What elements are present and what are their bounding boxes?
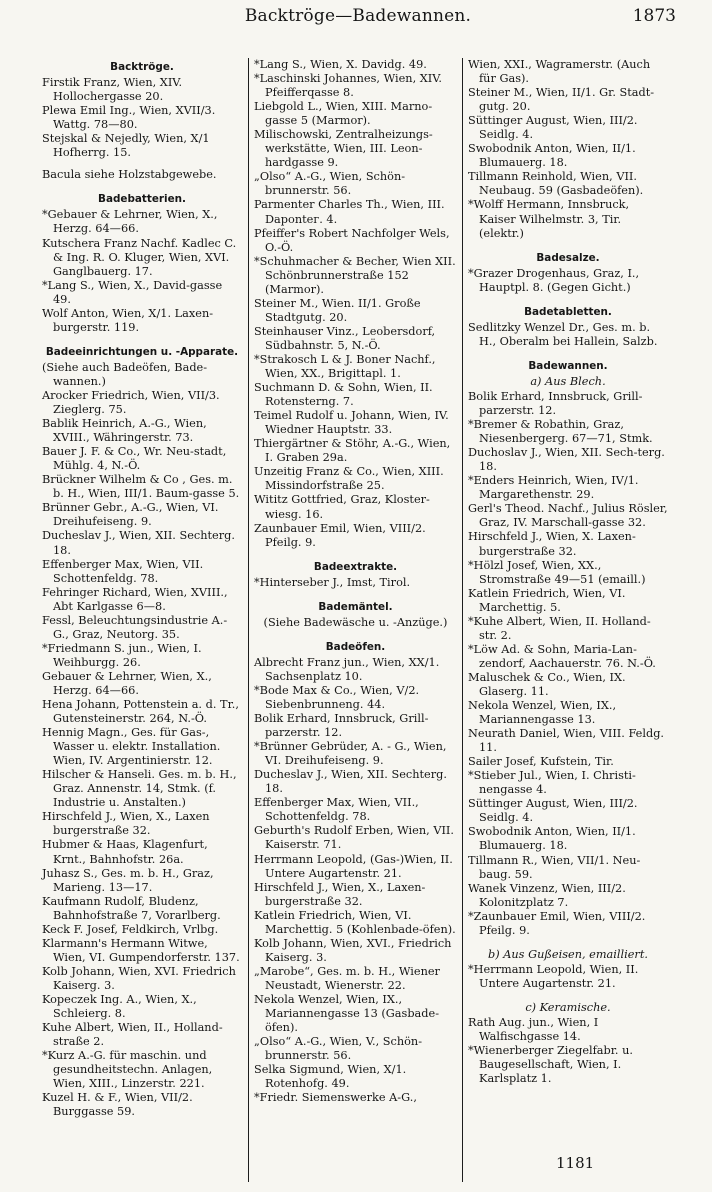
directory-entry: Kolb Johann, Wien, XVI., Friedrich Kaiserg. 3.: [254, 936, 452, 964]
directory-entry: Wien, XXI., Wagramerstr. (Auch für Gas).: [468, 58, 651, 86]
directory-entry: Hilscher & Hanseli. Ges. m. b. H., Graz. Annenstr. 14, Stmk. (f. Industrie u. Anstalten.): [42, 768, 237, 810]
directory-entry: Kuzel H. & F., Wien, VII/2. Burggasse 59.: [42, 1091, 193, 1119]
directory-entry: Liebgold L., Wien, XIII. Marno-gasse 5 (Marmor).: [254, 100, 433, 128]
directory-entry: Duchoslav J., Wien, XII. Sech-terg. 18.: [468, 446, 665, 474]
directory-entry: Bolik Erhard, Innsbruck, Grill-parzerstr. 12.: [254, 712, 429, 740]
directory-entry: Hennig Magn., Ges. für Gas-, Wasser u. elektr. Installation. Wien, IV. Argentinierstr. 12.: [42, 726, 221, 768]
directory-entry: Hirschfeld J., Wien, X., Laxen burgerstraße 32.: [42, 810, 210, 838]
directory-entry: Nekola Wenzel, Wien, IX., Mariannengasse 13 (Gasbade-öfen).: [254, 993, 440, 1035]
spacer: [254, 630, 457, 638]
section-heading: Backtröge.: [110, 61, 174, 73]
directory-entry: Pfeiffer's Robert Nachfolger Wels, O.-Ö.: [254, 226, 450, 254]
directory-entry: *Wolff Hermann, Innsbruck, Kaiser Wilhelmstr. 3, Tir. (elektr.): [468, 198, 630, 240]
directory-entry: *Friedmann S. jun., Wien, I. Weihburgg. 26.: [42, 641, 202, 669]
spacer: [468, 938, 668, 946]
directory-entry: *Lang S., Wien, X. Davidg. 49.: [254, 58, 427, 71]
page-number: 1873: [632, 6, 676, 26]
spacer: [468, 295, 668, 303]
section-heading: Badeeinrichtungen u. -Apparate.: [45, 345, 239, 358]
column-3: [468, 58, 668, 1086]
directory-entry: *Friedr. Siemenswerke A-G.,: [254, 1091, 417, 1105]
directory-entry: Katlein Friedrich, Wien, VI. Marchettig. 5 (Kohlenbade-öfen).: [254, 908, 456, 936]
directory-entry: Bolik Erhard, Innsbruck, Grill-parzerstr. 12.: [468, 389, 643, 418]
directory-entry: Steiner M., Wien, II/1. Gr. Stadt-gutg. 20.: [468, 86, 655, 114]
directory-entry: Hirschfeld J., Wien, X., Laxen-burgerstraße 32.: [254, 880, 426, 908]
section-heading: Badewannen.: [528, 359, 608, 372]
directory-entry: *Stieber Jul., Wien, I. Christi-nengasse 4.: [468, 769, 636, 797]
directory-entry: Effenberger Max, Wien, VII., Schottenfeldg. 78.: [254, 796, 419, 824]
directory-entry: Suchmann D. & Sohn, Wien, II. Rotensterng. 7.: [254, 381, 433, 409]
directory-entry: Nekola Wenzel, Wien, IX., Mariannengasse 13.: [468, 699, 617, 727]
directory-entry: Geburth's Rudolf Erben, Wien, VII. Kaiserstr. 71.: [254, 824, 454, 852]
section-heading: Badesalze.: [536, 251, 600, 264]
section-heading: Badetabletten.: [524, 305, 612, 318]
directory-entry: Gebauer & Lehrner, Wien, X., Herzg. 64—66.: [42, 669, 212, 697]
directory-entry: „Olso“ A.-G., Wien, V., Schön-brunnerstr. 56.: [254, 1035, 423, 1063]
directory-entry: Zaunbauer Emil, Wien, VIII/2. Pfeilg. 9.: [254, 521, 426, 549]
directory-entry: „Olso“ A.-G., Wien, Schön-brunnerstr. 56.: [254, 170, 406, 198]
column-divider: [248, 58, 249, 1182]
section-heading: Badebatterien.: [98, 193, 186, 206]
directory-entry: Neurath Daniel, Wien, VIII. Feldg. 11.: [468, 727, 665, 755]
directory-entry: *Brünner Gebrüder, A. - G., Wien, VI. Dreihufeiseng. 9.: [254, 740, 447, 768]
directory-entry: Swobodnik Anton, Wien, II/1. Blumauerg. 18.: [468, 142, 636, 170]
directory-entry: Wititz Gottfried, Graz, Kloster-wiesg. 16.: [254, 493, 430, 521]
directory-entry: *Bremer & Robathin, Graz, Niesenbergerg. 67—71, Stmk.: [468, 418, 653, 446]
directory-entry: Sailer Josef, Kufstein, Tir.: [468, 755, 614, 769]
directory-entry: Hena Johann, Pottenstein a. d. Tr., Gutensteinerstr. 264, N.-Ö.: [42, 698, 239, 726]
directory-entry: Wolf Anton, Wien, X/1. Laxen-burgerstr. 119.: [42, 306, 214, 334]
directory-entry: Keck F. Josef, Feldkirch, Vrlbg.: [42, 922, 219, 936]
directory-entry: Bacula siehe Holzstabgewebe.: [42, 168, 217, 182]
directory-entry: Ducheslav J., Wien, XII. Sechterg. 18.: [254, 768, 447, 796]
directory-entry: Tillmann Reinhold, Wien, VII. Neubaug. 59 (Gasbadeöfen).: [468, 170, 644, 198]
spacer: [468, 241, 668, 249]
directory-entry: *Schuhmacher & Becher, Wien XII. Schönbrunnerstraße 152 (Marmor).: [254, 254, 456, 296]
directory-entry: *Zaunbauer Emil, Wien, VIII/2. Pfeilg. 9.: [468, 909, 646, 937]
spacer: [42, 160, 242, 168]
directory-entry: (Siehe auch Badeöfen, Bade-wannen.): [42, 360, 208, 388]
directory-entry: Brünner Gebr., A.-G., Wien, VI. Dreihufeiseng. 9.: [42, 501, 219, 529]
spacer: [468, 991, 668, 999]
directory-entry: Steiner M., Wien. II/1. Große Stadtgutg. 20.: [254, 296, 421, 324]
directory-entry: Plewa Emil Ing., Wien, XVII/3. Wattg. 78—80.: [42, 104, 216, 132]
column-divider: [462, 58, 463, 1182]
directory-entry: Bauer J. F. & Co., Wr. Neu-stadt, Mühlg. 4, N.-Ö.: [42, 445, 227, 473]
directory-entry: Effenberger Max, Wien, VII. Schottenfeldg. 78.: [42, 557, 204, 585]
directory-entry: Herrmann Leopold, (Gas-)Wien, II. Untere Augartenstr. 21.: [254, 852, 453, 880]
section-heading: Badeöfen.: [325, 640, 386, 653]
directory-entry: Swobodnik Anton, Wien, II/1. Blumauerg. 18.: [468, 825, 636, 853]
directory-entry: Ducheslav J., Wien, XII. Sechterg. 18.: [42, 529, 235, 557]
directory-entry: Hirschfeld J., Wien, X. Laxen-burgerstraße 32.: [468, 530, 636, 558]
subsection-heading: a) Aus Blech.: [530, 374, 606, 388]
directory-entry: Katlein Friedrich, Wien, VI. Marchettig. 5.: [468, 586, 626, 614]
directory-entry: Unzeitig Franz & Co., Wien, XIII. Missindorfstraße 25.: [254, 465, 444, 493]
directory-entry: Juhasz S., Ges. m. b. H., Graz, Marieng. 13—17.: [42, 866, 214, 894]
directory-entry: *Lang S., Wien, X., David-gasse 49.: [42, 278, 223, 306]
directory-entry: Tillmann R., Wien, VII/1. Neu-baug. 59.: [468, 853, 641, 881]
spacer: [254, 550, 457, 558]
directory-entry: Fehringer Richard, Wien, XVIII., Abt Karlgasse 6—8.: [42, 585, 228, 613]
directory-entry: *Laschinski Johannes, Wien, XIV. Pfeifferqasse 8.: [254, 72, 443, 100]
subsection-heading: c) Keramische.: [525, 1000, 611, 1014]
directory-entry: Albrecht Franz jun., Wien, XX/1. Sachsenplatz 10.: [254, 655, 440, 683]
directory-entry: *Gebauer & Lehrner, Wien, X., Herzg. 64—66.: [42, 208, 218, 236]
section-heading: Badeextrakte.: [313, 560, 398, 573]
directory-entry: *Strakosch L & J. Boner Nachf., Wien, XX., Brigittapl. 1.: [254, 352, 436, 381]
directory-entry: Parmenter Charles Th., Wien, III. Dapontег. 4.: [254, 198, 445, 226]
directory-entry: Teimel Rudolf u. Johann, Wien, IV. Wiedner Hauptstr. 33.: [254, 409, 449, 437]
directory-entry: Bablik Heinrich, A.-G., Wien, XVIII., Währingerstr. 73.: [42, 417, 207, 445]
directory-entry: *Kurz A.-G. für maschin. und gesundheitstechn. Anlagen, Wien, XIII., Linzerstr. 221.: [42, 1049, 213, 1091]
section-note: (Siehe Badewäsche u. -Anzüge.): [263, 615, 448, 629]
directory-entry: Firstik Franz, Wien, XIV. Hollochergasse 20.: [42, 76, 183, 104]
directory-entry: Stejskal & Nejedly, Wien, X/1 Hofherrg. 15.: [42, 132, 210, 160]
directory-entry: *Herrmann Leopold, Wien, II. Untere Augartenstr. 21.: [468, 962, 639, 990]
subsection-heading: b) Aus Gußeisen, emailliert.: [488, 947, 648, 961]
column-1: [42, 58, 242, 1119]
section-heading: Bademäntel.: [318, 600, 393, 613]
directory-entry: *Löw Ad. & Sohn, Maria-Lan-zendorf, Aachauerstr. 76. N.-Ö.: [468, 642, 656, 670]
directory-entry: Steinhauser Vinz., Leobersdorf, Südbahnstr. 5, N.-Ö.: [254, 324, 436, 352]
directory-entry: Kopeczek Ing. A., Wien, X., Schleierg. 8.: [42, 993, 197, 1021]
directory-entry: Süttinger August, Wien, III/2. Seidlg. 4.: [468, 797, 638, 825]
directory-entry: *Kuhe Albert, Wien, II. Holland-str. 2.: [468, 614, 651, 642]
directory-entry: Brückner Wilhelm & Co , Ges. m. b. H., Wien, III/1. Baum-gasse 5.: [42, 473, 240, 501]
directory-entry: Wanek Vinzenz, Wien, III/2. Kolonitzplatz 7.: [468, 881, 626, 909]
directory-entry: Fessl, Beleuchtungsindustrie A.-G., Graz, Neutorg. 35.: [42, 613, 228, 641]
directory-entry: Selka Sigmund, Wien, X/1. Rotenhofg. 49.: [254, 1063, 407, 1091]
directory-entry: Kutschera Franz Nachf. Kadlec C. & Ing. R. O. Kluger, Wien, XVI. Ganglbauerg. 17.: [42, 236, 237, 278]
directory-entry: Kaufmann Rudolf, Bludenz, Bahnhofstraße 7, Vorarlberg.: [42, 894, 221, 922]
directory-entry: Sedlitzky Wenzel Dr., Ges. m. b. H., Oberalm bei Hallein, Salzb.: [468, 320, 658, 348]
footer-number: 1181: [556, 1154, 595, 1172]
directory-entry: Kuhe Albert, Wien, II., Holland-straße 2.: [42, 1021, 223, 1049]
directory-entry: Thiergärtner & Stöhr, A.-G., Wien, I. Graben 29a.: [254, 437, 451, 465]
directory-entry: *Wienerberger Ziegelfabr. u. Baugesellschaft, Wien, I. Karlsplatz 1.: [468, 1044, 633, 1086]
spacer: [254, 590, 457, 598]
page-title: Backtröge—Badewannen.: [244, 6, 472, 26]
column-2: [254, 58, 457, 1105]
directory-entry: „Marobe“, Ges. m. b. H., Wiener Neustadt, Wienerstr. 22.: [254, 964, 440, 992]
spacer: [42, 335, 242, 343]
directory-entry: Rath Aug. jun., Wien, I Walfischgasse 14.: [468, 1016, 599, 1044]
page-header: [40, 6, 676, 32]
directory-entry: Milischowski, Zentralheizungs-werkstätte, Wien, III. Leon-hardgasse 9.: [254, 128, 433, 170]
directory-entry: *Hölzl Josef, Wien, XX., Stromstraße 49—51 (emaill.): [468, 558, 646, 586]
directory-entry: Kolb Johann, Wien, XVI. Friedrich Kaiserg. 3.: [42, 964, 236, 992]
directory-entry: Hubmer & Haas, Klagenfurt, Krnt., Bahnhofstr. 26a.: [42, 838, 208, 866]
directory-entry: *Bode Max & Co., Wien, V/2. Siebenbrunneng. 44.: [254, 683, 420, 712]
directory-entry: *Enders Heinrich, Wien, IV/1. Margarethenstr. 29.: [468, 474, 639, 502]
directory-entry: Arocker Friedrich, Wien, VII/3. Zieglerg. 75.: [42, 388, 220, 417]
spacer: [468, 349, 668, 357]
directory-entry: Maluschek & Co., Wien, IX. Glaserg. 11.: [468, 670, 626, 698]
spacer: [42, 182, 242, 190]
directory-entry: Gerl's Theod. Nachf., Julius Rösler, Graz, IV. Marschall-gasse 32.: [468, 502, 668, 530]
directory-entry: *Hinterseber J., Imst, Tirol.: [254, 575, 411, 589]
directory-entry: Klarmann's Hermann Witwe, Wien, VI. Gumpendorferstr. 137.: [42, 936, 240, 964]
directory-entry: *Grazer Drogenhaus, Graz, I., Hauptpl. 8. (Gegen Gicht.): [468, 266, 640, 294]
directory-entry: Süttinger August, Wien, III/2. Seidlg. 4.: [468, 114, 638, 142]
